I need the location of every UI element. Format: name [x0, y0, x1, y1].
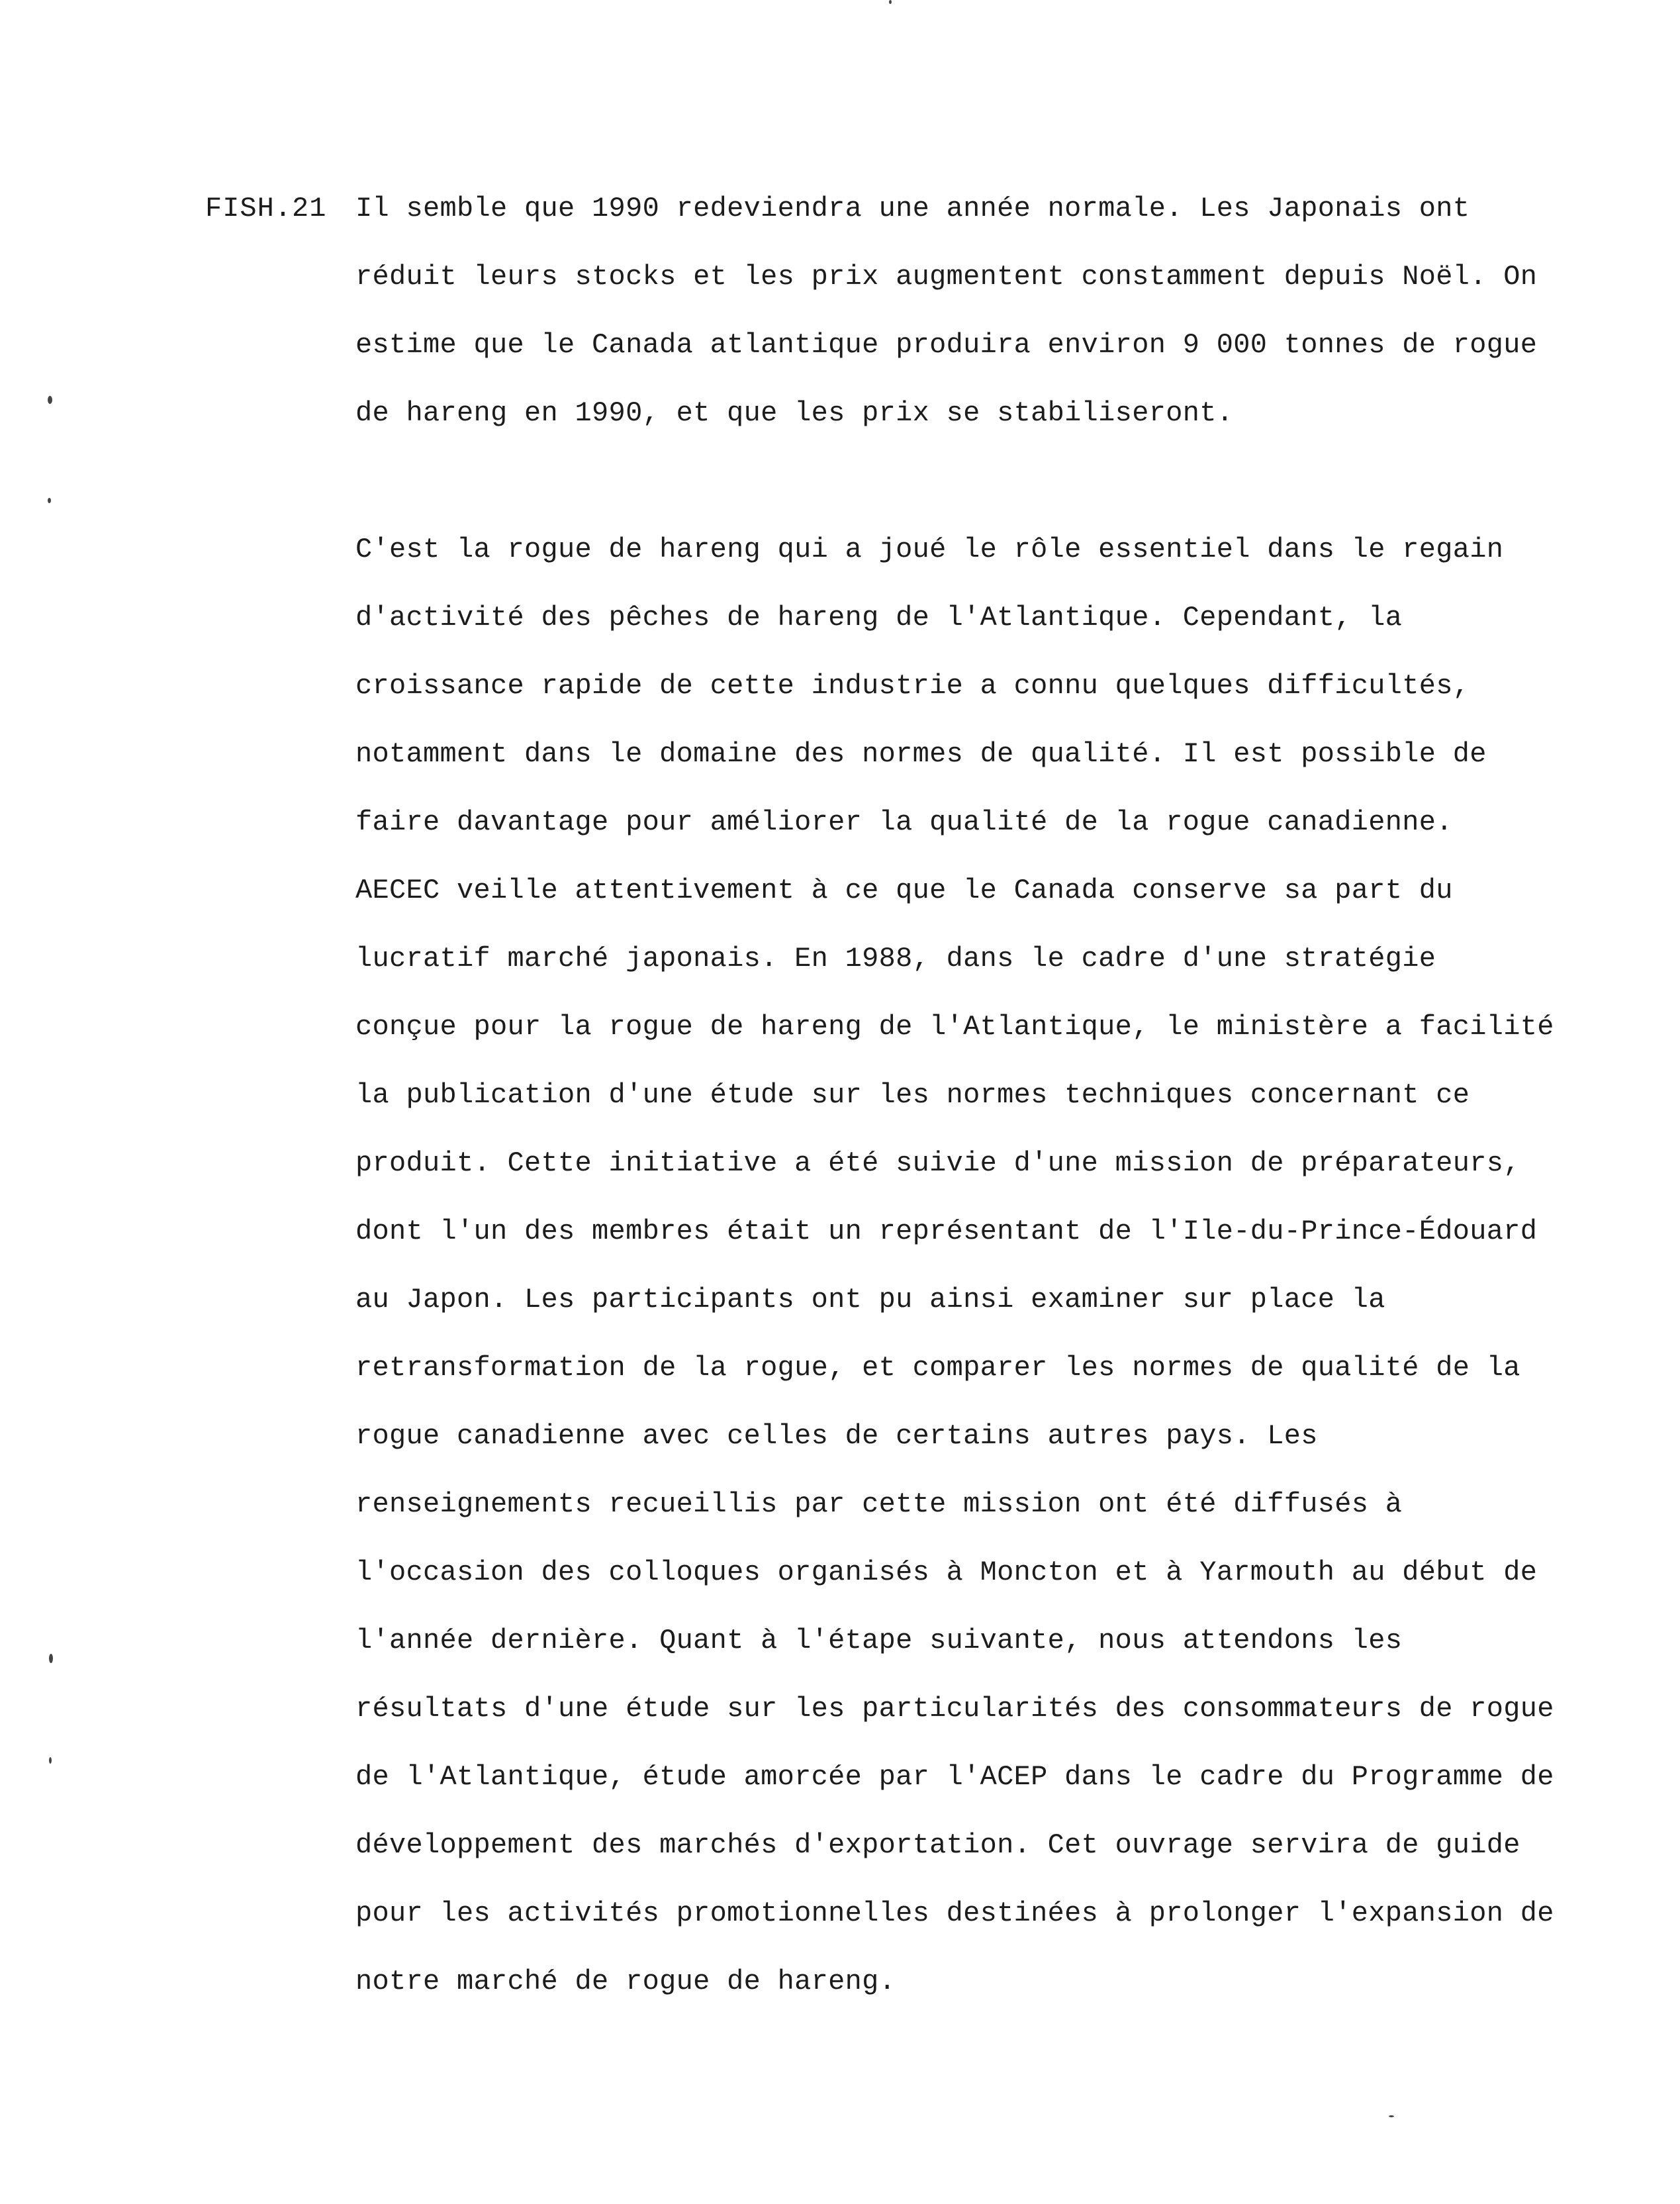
scan-speck [48, 396, 52, 404]
text-line: l'année dernière. Quant à l'étape suivante, nous attendons les [355, 1625, 1403, 1656]
paragraph-gap [355, 461, 1540, 530]
text-line: produit. Cette initiative a été suivie d'une mission de préparateurs, [355, 1147, 1520, 1179]
text-line: notamment dans le domaine des normes de qualité. Il est possible de [355, 738, 1487, 770]
text-line: AECEC veille attentivement à ce que le Canada conserve sa part du [355, 875, 1453, 906]
scan-speck [48, 498, 51, 503]
text-line: pour les activités promotionnelles destinées à prolonger l'expansion de [355, 1897, 1554, 1929]
text-line: développement des marchés d'exportation. Cet ouvrage servira de guide [355, 1829, 1520, 1861]
text-line: l'occasion des colloques organisés à Moncton et à Yarmouth au début de [355, 1557, 1538, 1588]
paragraph-1 [355, 189, 1540, 461]
text-line: dont l'un des membres était un représentant de l'Ile-du-Prince-Édouard [355, 1216, 1538, 1247]
scan-speck [49, 1757, 52, 1764]
text-line: d'activité des pêches de hareng de l'Atlantique. Cependant, la [355, 602, 1403, 634]
scan-speck [1389, 2115, 1394, 2117]
reference-label: FISH.21 [205, 193, 327, 224]
scan-speck [49, 1654, 53, 1663]
text-line: estime que le Canada atlantique produira environ 9 000 tonnes de rogue [355, 329, 1538, 361]
text-line: croissance rapide de cette industrie a connu quelques difficultés, [355, 670, 1470, 702]
text-line: résultats d'une étude sur les particularités des consommateurs de rogue [355, 1693, 1554, 1725]
text-line: de hareng en 1990, et que les prix se stabiliseront. [355, 397, 1234, 429]
text-line: conçue pour la rogue de hareng de l'Atlantique, le ministère a facilité [355, 1011, 1554, 1043]
text-line: réduit leurs stocks et les prix augmentent constamment depuis Noël. On [355, 261, 1538, 293]
text-line: renseignements recueillis par cette mission ont été diffusés à [355, 1488, 1403, 1520]
text-line: au Japon. Les participants ont pu ainsi examiner sur place la [355, 1284, 1385, 1316]
text-line: faire davantage pour améliorer la qualité de la rogue canadienne. [355, 806, 1453, 838]
text-line: lucratif marché japonais. En 1988, dans le cadre d'une stratégie [355, 943, 1436, 975]
scan-speck [889, 0, 892, 4]
text-line: rogue canadienne avec celles de certains autres pays. Les [355, 1420, 1318, 1452]
text-line: C'est la rogue de hareng qui a joué le rôle essentiel dans le regain [355, 534, 1504, 565]
text-line: de l'Atlantique, étude amorcée par l'ACEP dans le cadre du Programme de [355, 1761, 1554, 1793]
text-line: retransformation de la rogue, et comparer les normes de qualité de la [355, 1352, 1520, 1384]
text-line: Il semble que 1990 redeviendra une année normale. Les Japonais ont [355, 193, 1470, 224]
body-text [355, 189, 1554, 2030]
text-line: la publication d'une étude sur les normes techniques concernant ce [355, 1079, 1470, 1111]
text-line: notre marché de rogue de hareng. [355, 1966, 896, 1997]
paragraph-2 [355, 530, 1554, 2030]
